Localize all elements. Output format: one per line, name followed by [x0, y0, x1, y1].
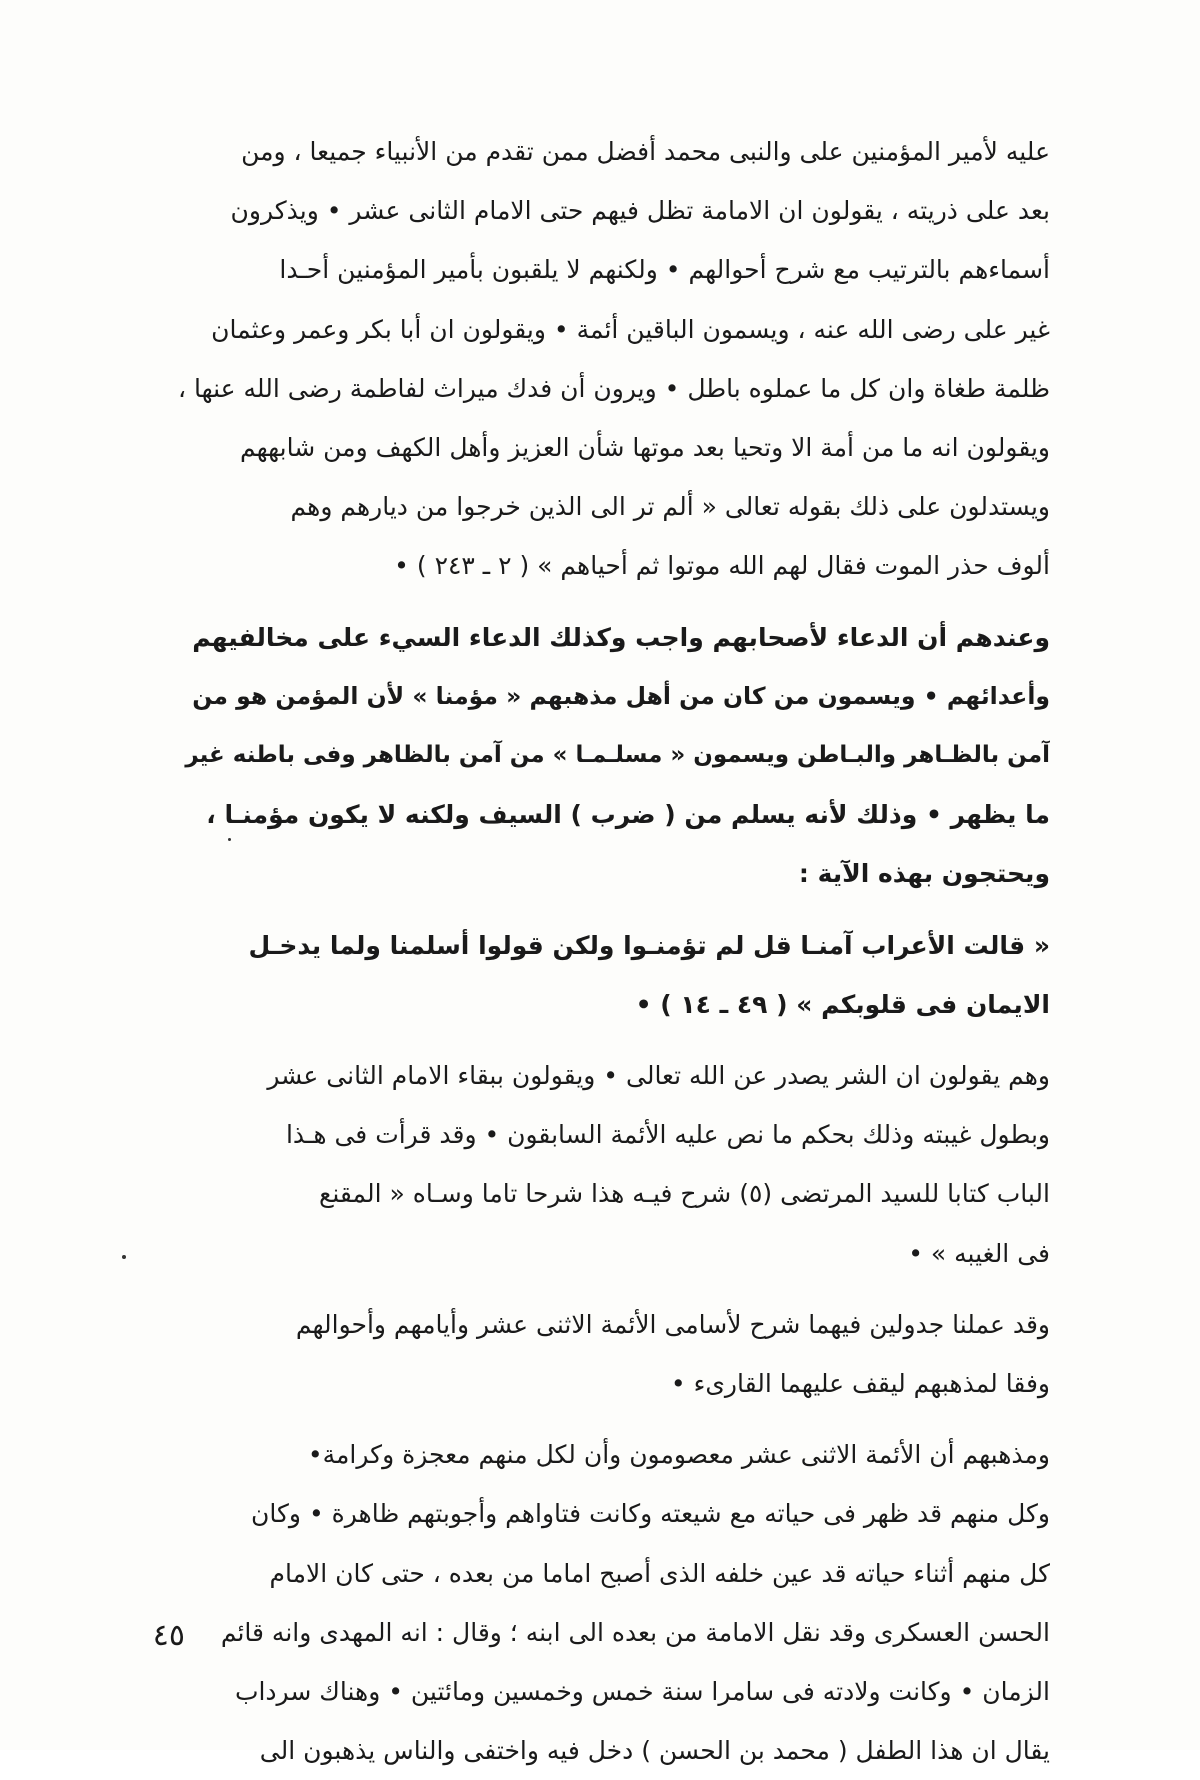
text-line: ويقولون انه ما من أمة الا وتحيا بعد موتها شأن العزيز وأهل الكهف ومن شابههم	[240, 433, 1050, 463]
text-line: وهم يقولون ان الشر يصدر عن الله تعالى • ويقولون ببقاء الامام الثانى عشر	[267, 1061, 1050, 1091]
text-line: عليه لأمير المؤمنين على والنبى محمد أفضل ممن تقدم من الأنبياء جميعا ، ومن	[241, 137, 1050, 166]
scan-speck	[122, 1255, 126, 1259]
text-line: فى الغيبه » •	[908, 1238, 1050, 1268]
text-line: الزمان • وكانت ولادته فى سامرا سنة خمس وخمسين ومائتين • وهناك سرداب	[234, 1677, 1050, 1707]
text-line: وفقا لمذهبهم ليقف عليهما القارىء •	[670, 1369, 1050, 1399]
paragraph-5	[176, 1425, 1050, 1780]
text-line: بعد على ذريته ، يقولون ان الامامة تظل فيهم حتى الامام الثانى عشر • ويذكرون	[230, 196, 1050, 226]
text-line: الباب كتابا للسيد المرتضى (٥) شرح فيـه هذا شرحا تاما وسـاه « المقنع	[319, 1179, 1050, 1209]
text-line: ظلمة طغاة وان كل ما عملوه باطل • ويرون أن فدك ميراث لفاطمة رضى الله عنها ،	[177, 373, 1050, 403]
text-line: وأعدائهم • ويسمون من كان من أهل مذهبهم « مؤمنا » لأن المؤمن هو من	[192, 681, 1050, 710]
text-line: وقد عملنا جدولين فيهما شرح لأسامى الأئمة الاثنى عشر وأيامهم وأحوالهم	[295, 1309, 1050, 1339]
page-number: ٤٥	[152, 1618, 185, 1653]
text-line: كل منهم أثناء حياته قد عين خلفه الذى أصبح اماما من بعده ، حتى كان الامام	[269, 1558, 1050, 1588]
paragraph-gap	[176, 1413, 1050, 1425]
text-line: وكل منهم قد ظهر فى حياته مع شيعته وكانت فتاواهم وأجوبتهم ظاهرة • وكان	[251, 1499, 1050, 1529]
paragraph-3	[176, 1046, 1050, 1283]
paragraph-gap	[176, 1034, 1050, 1046]
paragraph-gap	[176, 596, 1050, 608]
text-line: الايمان فى قلوبكم » ( ٤٩ ـ ١٤ ) •	[635, 989, 1050, 1019]
text-line: غير على رضى الله عنه ، ويسمون الباقين أئمة • ويقولون ان أبا بكر وعمر وعثمان	[211, 314, 1050, 344]
text-line: وعندهم أن الدعاء لأصحابهم واجب وكذلك الدعاء السيء على مخالفيهم	[192, 622, 1050, 652]
text-line: الحسن العسكرى وقد نقل الامامة من بعده الى ابنه ؛ وقال : انه المهدى وانه قائم	[220, 1617, 1050, 1647]
text-line: ما يظهر • وذلك لأنه يسلم من ( ضرب ) السيف ولكنه لا يكون مؤمنـا ،	[206, 800, 1050, 830]
text-line: يقال ان هذا الطفل ( محمد بن الحسن ) دخل فيه واختفى والناس يذهبون الى	[259, 1736, 1050, 1766]
text-line: ويستدلون على ذلك بقوله تعالى « ألم تر الى الذين خرجوا من ديارهم وهم	[290, 492, 1050, 522]
paragraph-gap	[176, 904, 1050, 916]
paragraph-4	[176, 1295, 1050, 1413]
paragraph-2	[176, 608, 1050, 904]
text-line: آمن بالظـاهر والبـاطن ويسمون « مسلـمـا » من آمن بالظاهر وفى باطنه غير	[185, 742, 1050, 769]
paragraph-1	[176, 122, 1050, 596]
quran-quote	[176, 916, 1050, 1034]
text-line: أسماءهم بالترتيب مع شرح أحوالهم • ولكنهم لا يلقبون بأمير المؤمنين أحـدا	[279, 255, 1050, 285]
text-line: ويحتجون بهذه الآية :	[798, 859, 1050, 889]
text-line: وبطول غيبته وذلك بحكم ما نص عليه الأئمة السابقون • وقد قرأت فى هـذا	[285, 1120, 1050, 1150]
paragraph-gap	[176, 1283, 1050, 1295]
body-text	[176, 122, 1050, 1780]
text-line: ومذهبهم أن الأئمة الاثنى عشر معصومون وأن لكل منهم معجزة وكرامة•	[307, 1440, 1050, 1470]
text-line: « قالت الأعراب آمنـا قل لم تؤمنـوا ولكن قولوا أسلمنا ولما يدخـل	[248, 930, 1050, 960]
text-line: ألوف حذر الموت فقال لهم الله موتوا ثم أحياهم » ( ٢ ـ ٢٤٣ ) •	[394, 551, 1050, 581]
scan-speck	[228, 838, 231, 841]
